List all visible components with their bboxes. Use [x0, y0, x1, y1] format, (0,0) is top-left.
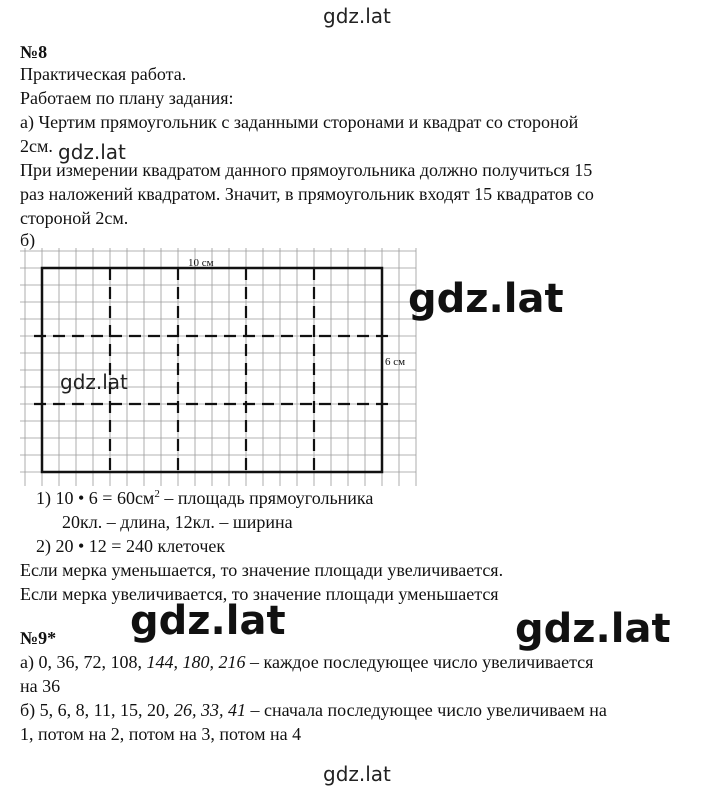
task8-line7: стороной 2см.	[20, 208, 129, 228]
task8-line1: Практическая работа.	[20, 64, 187, 84]
grid-lines	[20, 248, 416, 486]
task9-number: №9*	[20, 628, 57, 648]
task9-a-rest: – каждое последующее число увеличивается	[245, 652, 594, 672]
calc-1b: 20кл. – длина, 12кл. – ширина	[62, 512, 293, 532]
task9-a-italic: 144, 180, 216	[146, 652, 246, 672]
watermark-lower-left: gdz.lat	[130, 598, 286, 644]
calc-1-rest: – площадь прямоугольника	[159, 488, 374, 508]
rectangle-grid-figure	[20, 248, 420, 488]
task9-b-rest: – сначала последующее число увеличиваем на	[245, 700, 607, 720]
calc-1	[36, 488, 373, 508]
task8-line3: а) Чертим прямоугольник с заданными сторонами и квадрат со стороной	[20, 112, 579, 132]
watermark-big-right: gdz.lat	[408, 276, 564, 322]
task9-a-plain: а) 0, 36, 72, 108,	[20, 652, 147, 672]
task9-b-line2: 1, потом на 2, потом на 3, потом на 4	[20, 724, 302, 744]
task8-line8: б)	[20, 230, 36, 250]
task9-b-italic: 26, 33, 41	[173, 700, 246, 720]
task8-line2: Работаем по плану задания:	[20, 88, 234, 108]
watermark-top: gdz.lat	[323, 4, 391, 28]
task9-b-plain: б) 5, 6, 8, 11, 15, 20,	[20, 700, 174, 720]
conclusion-1: Если мерка уменьшается, то значение площади увеличивается.	[20, 560, 504, 580]
task8-line6: раз наложений квадратом. Значит, в прямоугольник входят 15 квадратов со	[20, 184, 594, 204]
watermark-grid-left: gdz.lat	[60, 370, 128, 394]
calc-1-sup: 2	[154, 488, 160, 500]
watermark-mid-left: gdz.lat	[58, 140, 126, 164]
task8-number: №8	[20, 42, 48, 62]
conclusion-2: Если мерка увеличивается, то значение площади уменьшается	[20, 584, 499, 604]
task9-a-line2: на 36	[20, 676, 61, 696]
task8-line5: При измерении квадратом данного прямоугольника должно получиться 15	[20, 160, 593, 180]
right-side-label: 6 см	[385, 356, 406, 368]
task8-line4: 2см.	[20, 136, 53, 156]
task9-a	[20, 652, 593, 672]
task9-b	[20, 700, 607, 720]
watermark-bottom: gdz.lat	[323, 762, 391, 786]
watermark-lower-right: gdz.lat	[515, 606, 671, 652]
calc-2: 2) 20 • 12 = 240 клеточек	[36, 536, 226, 556]
calc-1-main: 1) 10 • 6 = 60см	[36, 488, 155, 508]
top-side-label: 10 см	[188, 257, 214, 269]
